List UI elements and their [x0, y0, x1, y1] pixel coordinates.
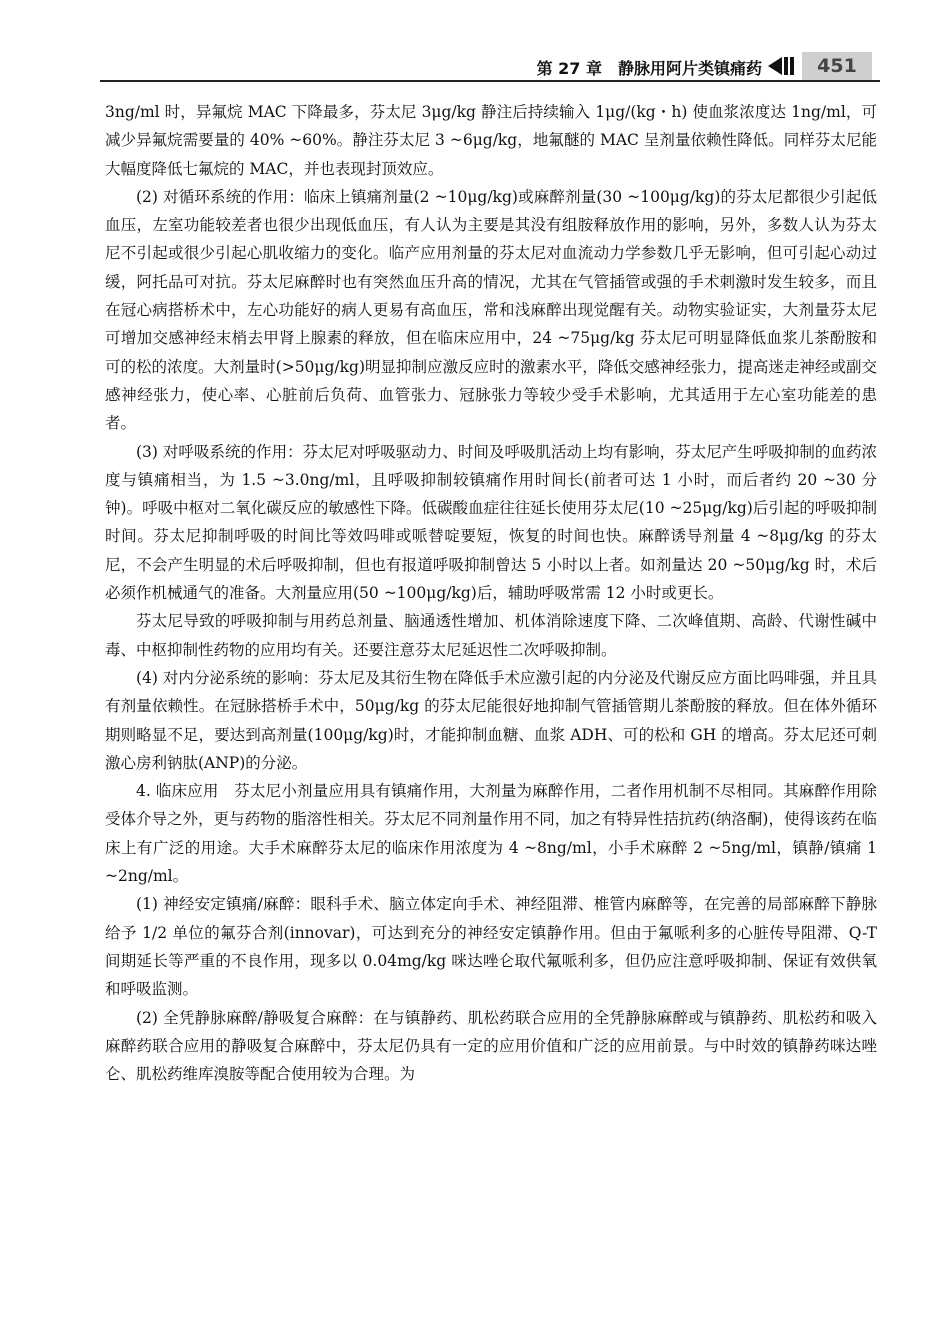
paragraph-tiva: (2) 全凭静脉麻醉/静吸复合麻醉：在与镇静药、肌松药联合应用的全凭静脉麻醉或与镇静药、肌松药和吸入麻醉药联合应用的静吸复合麻醉中，芬太尼仍具有一定的应用价值和广泛的应用前景。与中时效的镇静药咪达唑仑、肌松药维库溴胺等配合使用较为合理。为 [105, 1008, 877, 1084]
paragraph-neuroleptanalgesia: (1) 神经安定镇痛/麻醉：眼科手术、脑立体定向手术、神经阻滞、椎管内麻醉等，在完善的局部麻醉下静脉给予 1/2 单位的氟芬合剂(innovar)，可达到充分的神经安定镇静作用。但由于氟哌利多的心脏传导阻滞、Q-T 间期延长等严重的不良作用，现多以 0.04mg/kg 咪达唑仑取代氟哌利多，但仍应注意呼吸抑制、保证有效供氧和呼吸监测。 [105, 895, 877, 999]
paragraph-respiratory-depression: 芬太尼导致的呼吸抑制与用药总剂量、脑通透性增加、机体消除速度下降、二次峰值期、高龄、代谢性碱中毒、中枢抑制性药物的应用均有关。还要注意芬太尼延迟性二次呼吸抑制。 [105, 612, 877, 659]
body-text [105, 98, 877, 1088]
header-rule [100, 80, 880, 82]
paragraph-respiratory: (3) 对呼吸系统的作用：芬太尼对呼吸驱动力、时间及呼吸肌活动上均有影响，芬太尼产生呼吸抑制的血药浓度与镇痛相当，为 1.5 ~3.0ng/ml，且呼吸抑制较镇痛作用时间长(前者可达 1 小时，而后者约 20 ~30 分钟)。呼吸中枢对二氧化碳反应的敏感性下降。低碳酸血症往往延长使用芬太尼(10 ~25μg/kg)后引起的呼吸抑制时间。芬太尼抑制呼吸的时间比等效吗啡或哌替啶要短，恢复的时间也快。麻醉诱导剂量 4 ~8μg/kg 的芬太尼，不会产生明显的术后呼吸抑制，但也有报道呼吸抑制曾达 5 小时以上者。如剂量达 20 ~50μg/kg 时，术后必须作机械通气的准备。大剂量应用(50 ~100μg/kg)后，辅助呼吸常需 12 小时或更长。 [105, 442, 877, 603]
arrow-left-icon [768, 55, 796, 77]
paragraph-endocrine: (4) 对内分泌系统的影响：芬太尼及其衍生物在降低手术应激引起的内分泌及代谢反应方面比吗啡强，并且具有剂量依赖性。在冠脉搭桥手术中，50μg/kg 的芬太尼能很好地抑制气管插管期儿茶酚胺的释放。但在体外循环期则略显不足，要达到高剂量(100μg/kg)时，才能抑制血糖、血浆 ADH、可的松和 GH 的增高。芬太尼还可刺激心房利钠肽(ANP)的分泌。 [105, 668, 877, 772]
paragraph-mac-continued: 3ng/ml 时，异氟烷 MAC 下降最多，芬太尼 3μg/kg 静注后持续输入 1μg/(kg・h) 使血浆浓度达 1ng/ml，可减少异氟烷需要量的 40% ~60%。静注芬太尼 3 ~6μg/kg，地氟醚的 MAC 呈剂量依赖性降低。同样芬太尼能大幅度降低七氟烷的 MAC，并也表现封顶效应。 [105, 103, 877, 178]
paragraph-circulatory: (2) 对循环系统的作用：临床上镇痛剂量(2 ~10μg/kg)或麻醉剂量(30 ~100μg/kg)的芬太尼都很少引起低血压，左室功能较差者也很少出现低血压，有人认为主要是其没有组胺释放作用的影响，另外，多数人认为芬太尼不引起或很少引起心肌收缩力的变化。临产应用剂量的芬太尼对血流动力学参数几乎无影响，但可引起心动过缓，阿托品可对抗。芬太尼麻醉时也有突然血压升高的情况，尤其在气管插管或强的手术刺激时发生较多，而且在冠心病搭桥术中，左心功能好的病人更易有高血压，常和浅麻醉出现觉醒有关。动物实验证实，大剂量芬太尼可增加交感神经末梢去甲肾上腺素的释放，但在临床应用中，24 ~75μg/kg 芬太尼可明显降低血浆儿茶酚胺和可的松的浓度。大剂量时(>50μg/kg)明显抑制应激反应时的激素水平，降低交感神经张力，提高迷走神经或副交感神经张力，使心率、心脏前后负荷、血管张力、冠脉张力等较少受手术影响，尤其适用于左心室功能差的患者。 [105, 187, 877, 433]
paragraph-clinical-use: 4. 临床应用 芬太尼小剂量应用具有镇痛作用，大剂量为麻醉作用，二者作用机制不尽相同。其麻醉作用除受体介导之外，更与药物的脂溶性相关。芬太尼不同剂量作用不同，加之有特异性拮抗药(纳洛酮)，使得该药在临床上有广泛的用途。大手术麻醉芬太尼的临床作用浓度为 4 ~8ng/ml，小手术麻醉 2 ~5ng/ml，镇静/镇痛 1 ~2ng/ml。 [105, 782, 877, 886]
chapter-title: 第 27 章 静脉用阿片类镇痛药 [536, 59, 762, 78]
running-header [100, 52, 880, 82]
page-number: 451 [802, 52, 872, 80]
